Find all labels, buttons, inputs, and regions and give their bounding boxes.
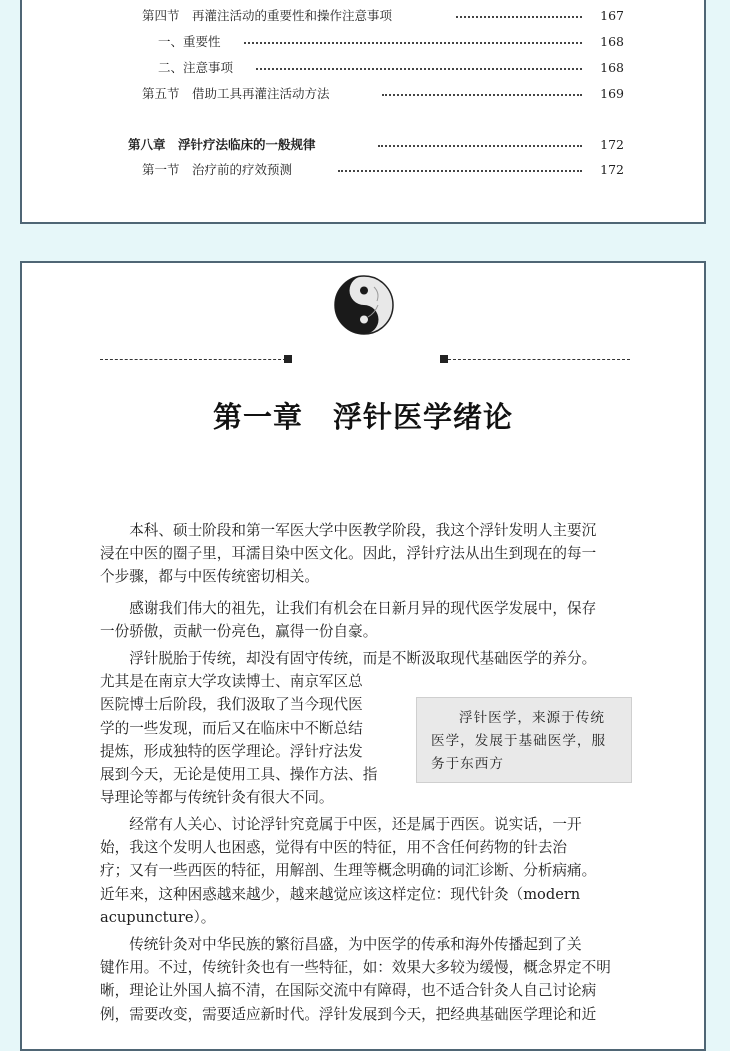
toc-leader-dots: [256, 68, 582, 70]
text-line: 例，需要改变，需要适应新时代。浮针发展到今天，把经典基础医学理论和近: [100, 1005, 597, 1023]
toc-entry: [22, 83, 704, 105]
toc-page: [20, 0, 706, 224]
toc-leader-dots: [338, 170, 582, 172]
toc-entry-label: 第五节 借助工具再灌注活动方法: [142, 86, 330, 101]
dashed-divider-left: [100, 359, 286, 360]
text-line: 展到今天，无论是使用工具、操作方法、指: [100, 765, 378, 783]
text-line: 浸在中医的圈子里，耳濡目染中医文化。因此，浮针疗法从出生到现在的每一: [100, 545, 597, 563]
dashed-divider-right: [448, 359, 630, 360]
text-line: 感谢我们伟大的祖先，让我们有机会在日新月异的现代医学发展中，保存: [100, 600, 597, 617]
toc-entry-page: 168: [600, 34, 624, 49]
text-line: 导理论等都与传统针灸有很大不同。: [100, 789, 334, 807]
toc-entry: [22, 5, 704, 27]
quote-line: 务于东西方: [431, 756, 504, 772]
toc-entry-label: 一、重要性: [158, 34, 221, 49]
text-line: 本科、硕士阶段和第一军医大学中医教学阶段，我这个浮针发明人主要沉: [100, 522, 597, 539]
text-line: 学的一些发现，而后又在临床中不断总结: [100, 719, 363, 737]
toc-entry-label: 第一节 治疗前的疗效预测: [142, 162, 293, 177]
toc-entry: [22, 31, 704, 53]
toc-leader-dots: [244, 42, 582, 44]
text-line: 传统针灸对中华民族的繁衍昌盛，为中医学的传承和海外传播起到了关: [100, 936, 582, 953]
paragraph-4: [100, 813, 634, 929]
text-line: acupuncture）。: [100, 908, 216, 926]
toc-entry-page: 167: [600, 8, 624, 23]
text-line: 近年来，这种困惑越来越少，越来越觉应该这样定位：现代针灸（modern: [100, 885, 581, 903]
text-line: 提炼，形成独特的医学理论。浮针疗法发: [100, 742, 363, 760]
quote-line: 医学，发展于基础医学，服: [431, 733, 607, 749]
quote-line: 浮针医学，来源于传统: [459, 710, 605, 726]
toc-leader-dots: [378, 145, 582, 147]
toc-leader-dots: [456, 16, 582, 18]
divider-marker: [440, 355, 448, 363]
toc-entry-label: 第四节 再灌注活动的重要性和操作注意事项: [142, 8, 393, 23]
toc-entry: [22, 159, 704, 181]
toc-chapter-entry: [22, 134, 704, 156]
toc-entry-label: 二、注意事项: [158, 60, 234, 75]
pull-quote-box: [416, 697, 632, 783]
toc-entry-page: 169: [600, 86, 624, 101]
text-line: 晰，理论让外国人搞不清，在国际交流中有障碍，也不适合针灸人自己讨论病: [100, 982, 597, 1000]
paragraph-1: [100, 519, 634, 589]
text-line: 始，我这个发明人也困惑，觉得有中医的特征，用不含任何药物的针去治: [100, 839, 568, 857]
toc-leader-dots: [382, 94, 582, 96]
text-line: 浮针脱胎于传统，却没有固守传统，而是不断汲取现代基础医学的养分。: [100, 650, 597, 667]
text-line: 医院博士后阶段，我们汲取了当今现代医: [100, 696, 363, 714]
text-line: 疗；又有一些西医的特征，用解剖、生理等概念明确的词汇诊断、分析病痛。: [100, 862, 597, 880]
text-line: 键作用。不过，传统针灸也有一些特征，如：效果大多较为缓慢，概念界定不明: [100, 959, 611, 977]
text-line: 经常有人关心、讨论浮针究竟属于中医，还是属于西医。说实话，一开: [100, 816, 582, 833]
toc-entry-page: 168: [600, 60, 624, 75]
toc-entry-page: 172: [600, 162, 624, 177]
paragraph-5: [100, 933, 634, 1026]
pull-quote-text: [431, 707, 627, 776]
text-line: 一份骄傲，贡献一份亮色，赢得一份自豪。: [100, 623, 378, 641]
paragraph-2: [100, 597, 634, 643]
chapter-title: 第一章 浮针医学绪论: [212, 400, 513, 434]
chapter-page: [20, 261, 706, 1051]
divider-marker: [284, 355, 292, 363]
toc-entry-label: 第八章 浮针疗法临床的一般规律: [128, 137, 316, 152]
text-line: 个步骤，都与中医传统密切相关。: [100, 568, 319, 586]
yin-yang-icon: [334, 275, 394, 335]
toc-entry-page: 172: [600, 137, 624, 152]
toc-entry: [22, 57, 704, 79]
text-line: 尤其是在南京大学攻读博士、南京军区总: [100, 673, 363, 691]
